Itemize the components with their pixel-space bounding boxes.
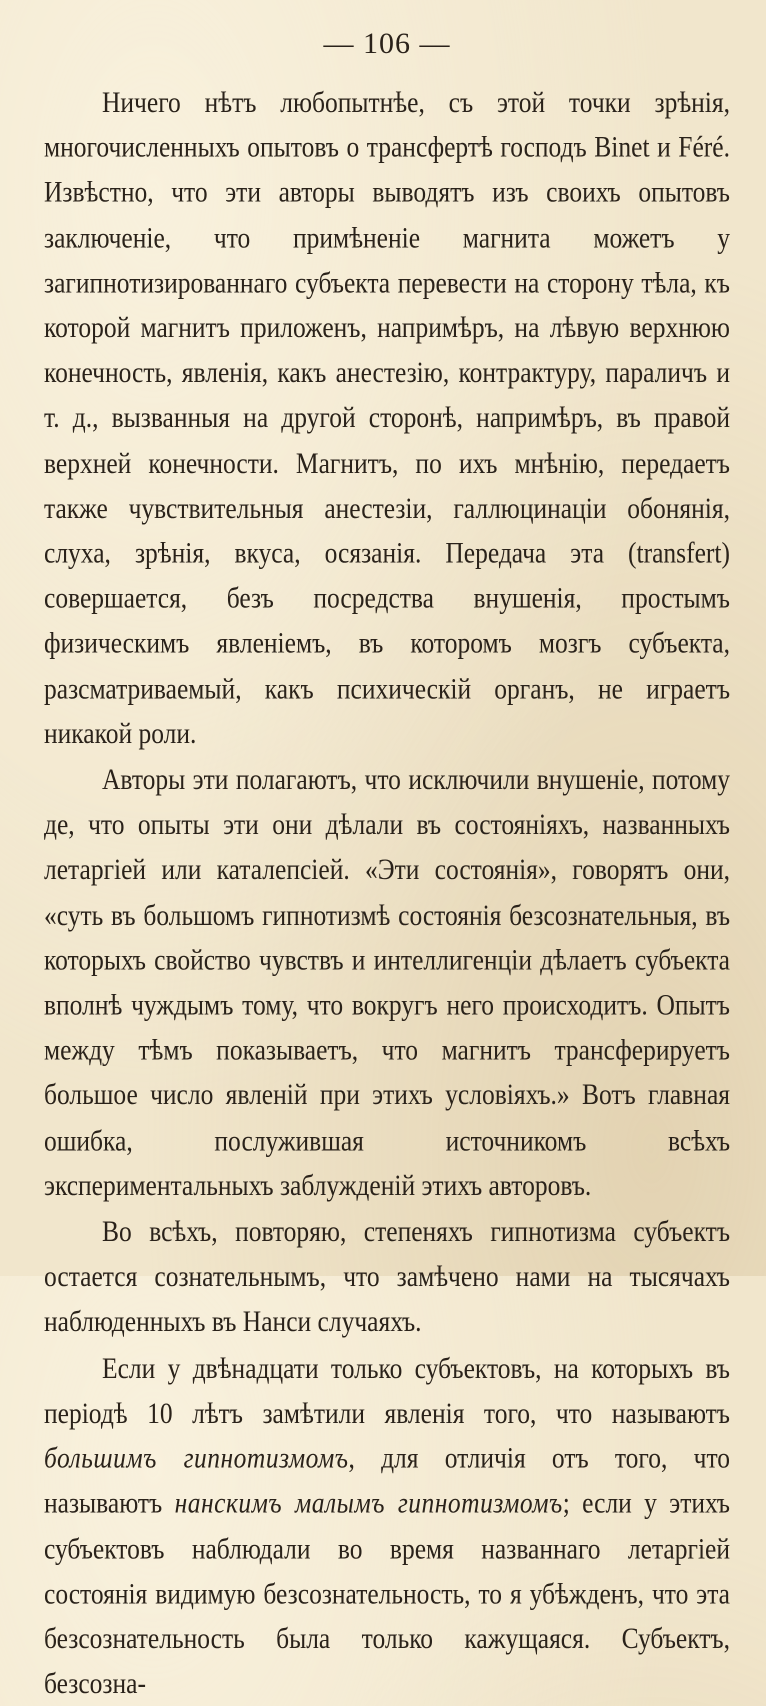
- paragraph: [44, 1209, 730, 1344]
- text-segment: Во всѣхъ, повторяю, степеняхъ гипнотизма субъектъ остается сознательнымъ, что замѣчено нами на тысячахъ наблюденныхъ въ Нанси случаяхъ.: [44, 1214, 730, 1339]
- text-segment: Авторы эти полагаютъ, что исключили внушеніе, потому де, что опыты эти они дѣлали въ состояніяхъ, названныхъ летаргіей или каталепсіей. «Эти состоянія», говорятъ они, «суть въ большомъ гипнотизмѣ состоянія безсознательныя, въ которыхъ свойство чувствъ и интеллигенціи дѣлаетъ субъекта вполнѣ чуждымъ тому, что вокругъ него происходитъ. Опытъ между тѣмъ показываетъ, что магнитъ трансферируетъ большое число явленій при этихъ условіяхъ.» Вотъ главная ошибка, послужившая источникомъ всѣхъ экспериментальныхъ заблужденій этихъ авторовъ.: [44, 762, 730, 1203]
- paragraph: [44, 1346, 730, 1706]
- paragraph: [44, 80, 730, 756]
- text-segment: , для отличія отъ того, что называютъ: [44, 1440, 730, 1520]
- text-segment: Ничего нѣтъ любопытнѣе, съ этой точки зрѣнія, многочисленныхъ опытовъ о трансфертѣ господъ Binet и Féré. Извѣстно, что эти авторы выводятъ изъ своихъ опытовъ заключеніе, что примѣненіе магнита можетъ у загипнотизированнаго субъекта перевести на сторону тѣла, къ которой магнитъ приложенъ, напримѣръ, на лѣвую верхнюю конечность, явленія, какъ анестезію, контрактуру, параличъ и т. д., вызванныя на другой сторонѣ, напримѣръ, въ правой верхней конечности. Магнитъ, по ихъ мнѣнію, передаетъ также чувствительныя анестезіи, галлюцинаціи обонянія, слуха, зрѣнія, вкуса, осязанія. Передача эта (transfert) совершается, безъ посредства внушенія, простымъ физическимъ явленіемъ, въ которомъ мозгъ субъекта, разсматриваемый, какъ психическій органъ, не играетъ никакой роли.: [44, 84, 730, 751]
- text-segment: Если у двѣнадцати только субъектовъ, на которыхъ въ періодѣ 10 лѣтъ замѣтили явленія того, что называютъ: [44, 1350, 730, 1430]
- body-text: [44, 80, 730, 1706]
- italic-term: большимъ гипнотизмомъ: [44, 1440, 349, 1475]
- text-segment: ; если у этихъ субъектовъ наблюдали во время названнаго летаргіей состоянія видимую безсознательность, то я убѣжденъ, что эта безсознательность была только кажущаяся. Субъектъ, безсозна-: [44, 1485, 730, 1701]
- paragraph: [44, 757, 730, 1208]
- page-number: — 106 —: [323, 27, 451, 60]
- italic-term: нанскимъ малымъ гипнотизмомъ: [174, 1485, 563, 1520]
